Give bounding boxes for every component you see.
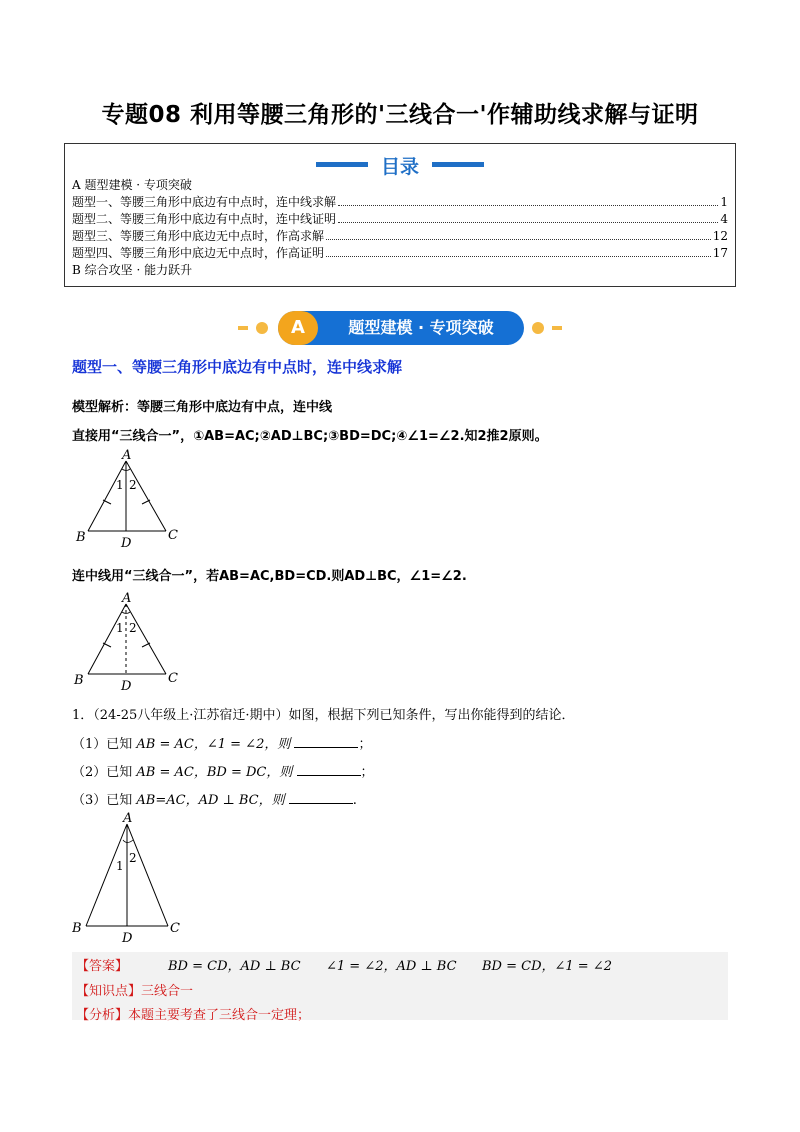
label-angle-2: 2 (129, 621, 137, 635)
knowledge-row (76, 980, 193, 999)
toc-item[interactable] (72, 262, 728, 278)
page-title: 专题08 利用等腰三角形的'三线合一'作辅助线求解与证明 (101, 102, 699, 128)
toc-leader (338, 205, 718, 206)
problem-stem: 1．（24-25八年级上·江苏宿迁·期中）如图，根据下列已知条件，写出你能得到的结论． (72, 708, 575, 723)
label-c: C (168, 671, 178, 686)
part-condition: AB = AC，∠1 = ∠2，则 (136, 737, 291, 752)
answer-label: 【答案】 (76, 959, 129, 974)
problem-part-2 (72, 761, 374, 780)
answer-value-2: ∠1 = ∠2，AD ⊥ BC (326, 959, 457, 974)
label-angle-2: 2 (129, 478, 137, 492)
banner-dot (532, 322, 544, 334)
label-b: B (74, 673, 84, 688)
problem-part-1 (72, 733, 372, 752)
label-angle-1: 1 (116, 621, 124, 635)
toc-item-label: 题型三、等腰三角形中底边无中点时，作高求解 (72, 229, 325, 243)
toc-item-label: 题型二、等腰三角形中底边有中点时，连中线证明 (72, 212, 337, 226)
label-d: D (121, 679, 132, 694)
tick-ac (142, 500, 150, 504)
label-c: C (168, 528, 178, 543)
toc-item-label: A 题型建模 · 专项突破 (72, 178, 192, 192)
toc-item[interactable] (72, 194, 728, 210)
part-prefix: （3）已知 (72, 793, 133, 808)
triangle-figure-3 (72, 810, 192, 946)
label-angle-1: 1 (116, 478, 124, 492)
part-prefix: （2）已知 (72, 765, 133, 780)
toc-page: 4 (720, 212, 728, 226)
toc-leader (338, 222, 718, 223)
problem-part-3 (72, 789, 357, 808)
banner-letter: A (278, 311, 318, 345)
label-a: A (122, 591, 132, 606)
side-ac (126, 461, 166, 531)
label-b: B (76, 530, 86, 545)
banner-dot (256, 322, 268, 334)
side-ac (126, 604, 166, 674)
label-d: D (121, 536, 132, 551)
answer-blank[interactable] (297, 763, 361, 776)
knowledge-label: 【知识点】 (76, 984, 142, 999)
triangle-figure-2 (72, 584, 192, 694)
toc-item-label: 题型四、等腰三角形中底边无中点时，作高证明 (72, 246, 325, 260)
part-end: . (352, 793, 357, 808)
toc-item[interactable] (72, 228, 728, 244)
toc-item-label: B 综合攻坚 · 能力跃升 (72, 263, 193, 277)
toc-page: 1 (720, 195, 728, 209)
toc-leader (326, 256, 711, 257)
side-ab (86, 824, 127, 926)
label-angle-1: 1 (116, 859, 124, 873)
answer-value-3: BD = CD，∠1 = ∠2 (482, 959, 612, 974)
toc-item-label: 题型一、等腰三角形中底边有中点时，连中线求解 (72, 195, 337, 209)
side-ab (88, 604, 126, 674)
model-analysis: 模型解析：等腰三角形中底边有中点，连中线 (72, 400, 333, 415)
side-ab (88, 461, 126, 531)
direct-use-text: 直接用“三线合一”，①AB=AC;②AD⊥BC;③BD=DC;④∠1=∠2.知2推2原则。 (72, 429, 548, 444)
part-condition: AB = AC，BD = DC，则 (136, 765, 293, 780)
toc-page: 12 (712, 229, 728, 243)
toc-page: 17 (712, 246, 728, 260)
triangle-figure-1 (72, 445, 192, 551)
section-heading: 题型一、等腰三角形中底边有中点时，连中线求解 (72, 358, 403, 376)
banner-dash (238, 326, 248, 330)
banner-text: 题型建模 · 专项突破 (348, 318, 494, 337)
answer-blank[interactable] (289, 791, 353, 804)
tick-ac (142, 643, 150, 647)
label-d: D (122, 931, 133, 946)
toc-header (0, 152, 800, 176)
part-end: ； (358, 737, 372, 752)
analysis-label: 【分析】 (76, 1008, 129, 1023)
label-a: A (123, 811, 133, 826)
analysis-value: 本题主要考查了三线合一定理； (128, 1008, 311, 1023)
toc-item[interactable] (72, 245, 728, 261)
section-banner (0, 311, 800, 347)
knowledge-value: 三线合一 (141, 984, 194, 999)
toc-leader (326, 239, 711, 240)
part-end: ； (360, 765, 374, 780)
part-condition: AB=AC，AD ⊥ BC，则 (136, 793, 285, 808)
toc-item[interactable] (72, 211, 728, 227)
label-b: B (72, 921, 82, 936)
median-use-text: 连中线用“三线合一”，若AB=AC,BD=CD.则AD⊥BC，∠1=∠2. (72, 569, 467, 584)
answer-row (76, 955, 128, 974)
part-prefix: （1）已知 (72, 737, 133, 752)
angle-arc (123, 840, 133, 843)
label-angle-2: 2 (129, 851, 137, 865)
toc-item[interactable] (72, 177, 728, 193)
banner-dash (552, 326, 562, 330)
label-c: C (170, 921, 180, 936)
answer-value-1: BD = CD，AD ⊥ BC (168, 959, 301, 974)
label-a: A (122, 448, 132, 463)
side-ac (127, 824, 168, 926)
analysis-row (76, 1004, 310, 1023)
toc-title: 目录 (380, 156, 419, 178)
answer-blank[interactable] (294, 735, 358, 748)
